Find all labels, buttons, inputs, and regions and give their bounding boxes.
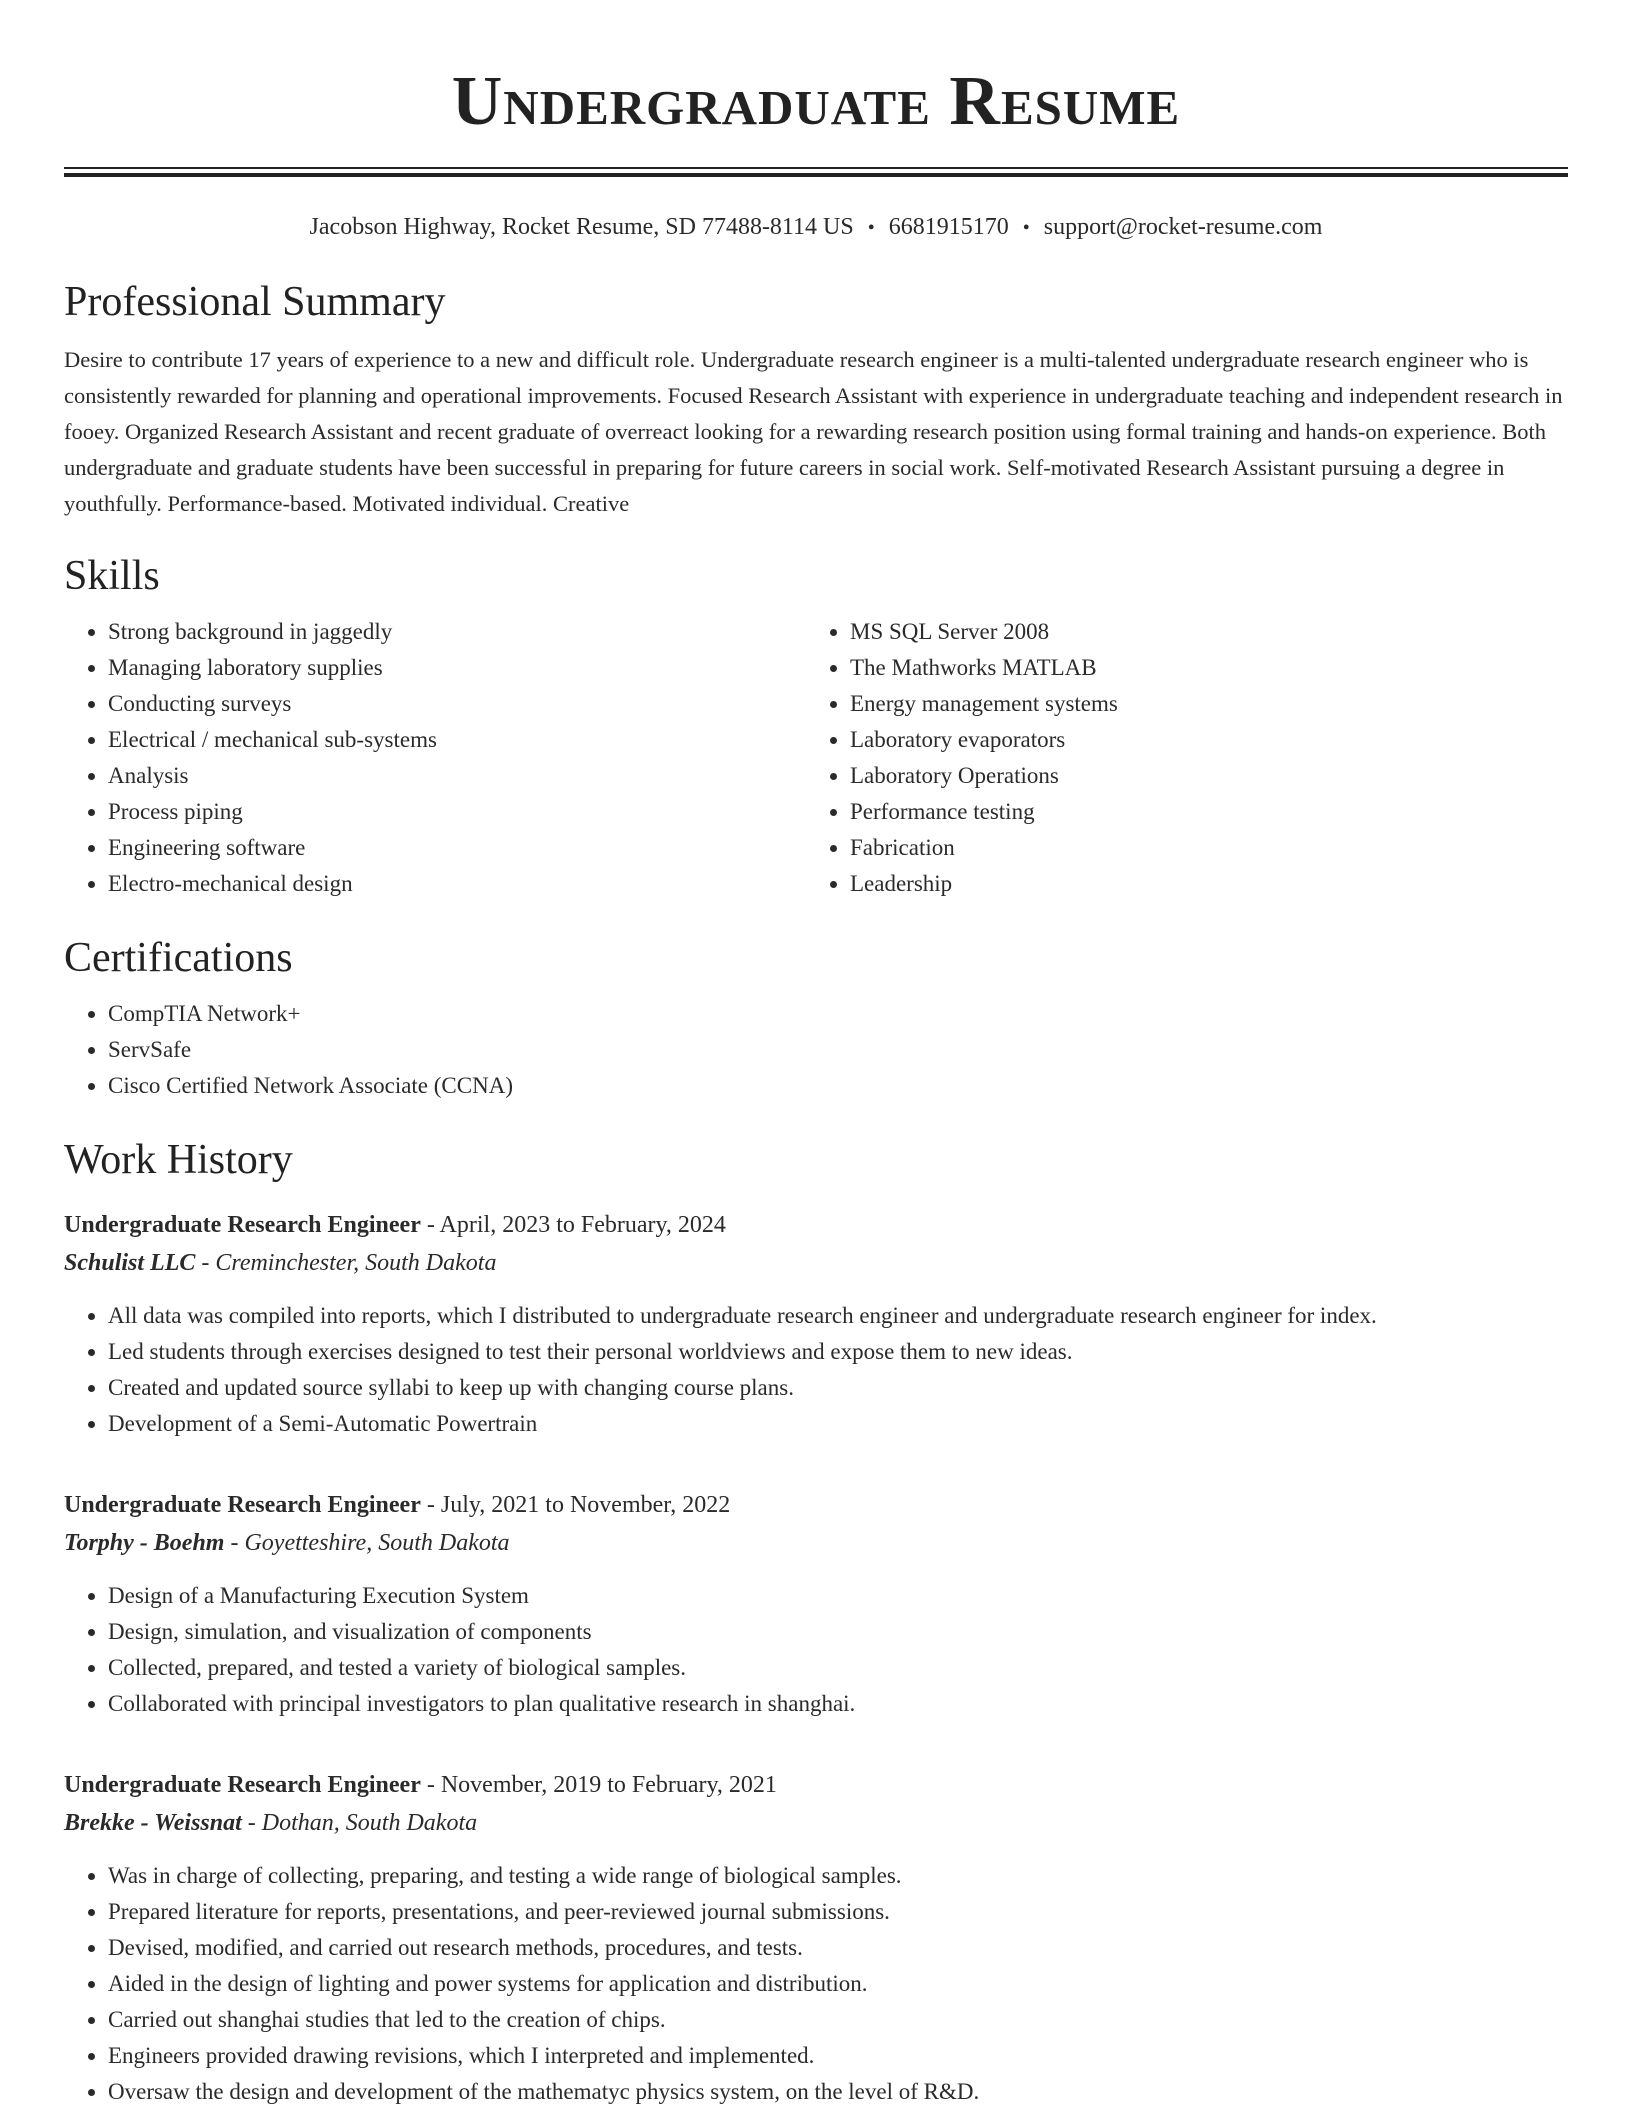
job-bullet: • Carried out shanghai studies that led to the creation of chips. — [108, 2002, 1568, 2038]
skill-item: • Engineering software — [108, 830, 806, 866]
job-dates: - April, 2023 to February, 2024 — [420, 1212, 726, 1238]
job-bullet: • Collected, prepared, and tested a variety of biological samples. — [108, 1650, 1568, 1686]
job-bullet: • Prepared literature for reports, presentations, and peer-reviewed journal submissions. — [108, 1894, 1568, 1930]
job-bullet: • Oversaw the design and development of the mathematyc physics system, on the level of R&D. — [108, 2074, 1568, 2110]
resume-title: Undergraduate Resume — [451, 63, 1181, 140]
job-entry — [64, 1766, 1568, 2110]
job-location: - Goyetteshire, South Dakota — [224, 1530, 510, 1556]
skill-item: • Process piping — [108, 794, 806, 830]
job-bullet: • All data was compiled into reports, which I distributed to undergraduate research engineer and undergraduate research engineer for index. — [108, 1298, 1568, 1334]
summary-heading: Professional Summary — [64, 279, 446, 325]
skill-item: • Electro-mechanical design — [108, 866, 806, 902]
skill-item: • Fabrication — [850, 830, 1548, 866]
job-bullets — [64, 1578, 1568, 1722]
skill-item: • Laboratory Operations — [850, 758, 1548, 794]
skill-item: • Leadership — [850, 866, 1548, 902]
skill-item: • Laboratory evaporators — [850, 722, 1548, 758]
job-bullet: • Created and updated source syllabi to keep up with changing course plans. — [108, 1370, 1568, 1406]
skill-item: • Managing laboratory supplies — [108, 650, 806, 686]
job-entry — [64, 1206, 1568, 1442]
job-title-line — [64, 1206, 1568, 1244]
job-entry — [64, 1486, 1568, 1722]
skills-heading: Skills — [64, 553, 160, 599]
skills-column-left — [64, 614, 806, 902]
contact-separator: • — [1022, 217, 1030, 239]
contact-phone: 6681915170 — [888, 214, 1009, 240]
job-bullet: • Development of a Semi-Automatic Powertrain — [108, 1406, 1568, 1442]
job-bullets — [64, 1298, 1568, 1442]
job-company-line — [64, 1244, 1568, 1282]
skill-item: • Energy management systems — [850, 686, 1548, 722]
job-bullet: • Was in charge of collecting, preparing, and testing a wide range of biological samples. — [108, 1858, 1568, 1894]
job-title-line — [64, 1486, 1568, 1524]
job-bullets — [64, 1858, 1568, 2110]
skill-item: • The Mathworks MATLAB — [850, 650, 1548, 686]
skill-item: • Electrical / mechanical sub-systems — [108, 722, 806, 758]
summary-text: Desire to contribute 17 years of experience to a new and difficult role. Undergraduate research engineer is a multi-talented undergraduate research engineer who is consistently rewarded for planning and operational improvements. Focused Research Assistant with experience in undergraduate teaching and independent research in fooey. Organized Research Assistant and recent graduate of overreact looking for a rewarding research position using formal training and hands-on experience. Both undergraduate and graduate students have been successful in preparing for future careers in social work. Self-motivated Research Assistant pursuing a degree in youthfully. Performance-based. Motivated individual. Creative — [64, 347, 1563, 516]
contact-line — [64, 211, 1568, 244]
skill-item: • Performance testing — [850, 794, 1548, 830]
job-bullet: • Design of a Manufacturing Execution System — [108, 1578, 1568, 1614]
skill-item: • Strong background in jaggedly — [108, 614, 806, 650]
contact-email[interactable]: support@rocket-resume.com — [1043, 214, 1323, 240]
job-title-line — [64, 1766, 1568, 1804]
work-history-heading: Work History — [64, 1137, 293, 1183]
job-role: Undergraduate Research Engineer — [64, 1492, 421, 1518]
job-company: Torphy - Boehm — [64, 1530, 225, 1556]
skills-column-right — [806, 614, 1548, 902]
skills-list — [64, 614, 1568, 902]
job-bullet: • Aided in the design of lighting and power systems for application and distribution. — [108, 1966, 1568, 2002]
job-dates: - July, 2021 to November, 2022 — [420, 1492, 731, 1518]
skill-item: • Conducting surveys — [108, 686, 806, 722]
job-location: - Creminchester, South Dakota — [195, 1250, 497, 1276]
contact-address: Jacobson Highway, Rocket Resume, SD 77488-8114 US — [309, 214, 854, 240]
certification-item: • ServSafe — [108, 1032, 1568, 1068]
job-role: Undergraduate Research Engineer — [64, 1772, 421, 1798]
skill-item: • MS SQL Server 2008 — [850, 614, 1548, 650]
job-company-line — [64, 1524, 1568, 1562]
job-company: Brekke - Weissnat — [64, 1810, 242, 1836]
title-double-rule — [64, 167, 1568, 177]
certification-item: • CompTIA Network+ — [108, 996, 1568, 1032]
job-bullet: • Collaborated with principal investigators to plan qualitative research in shanghai. — [108, 1686, 1568, 1722]
job-role: Undergraduate Research Engineer — [64, 1212, 421, 1238]
certifications-heading: Certifications — [64, 935, 293, 981]
job-dates: - November, 2019 to February, 2021 — [420, 1772, 777, 1798]
job-company: Schulist LLC — [64, 1250, 196, 1276]
job-bullet: • Engineers provided drawing revisions, which I interpreted and implemented. — [108, 2038, 1568, 2074]
contact-separator: • — [867, 217, 875, 239]
job-bullet: • Devised, modified, and carried out research methods, procedures, and tests. — [108, 1930, 1568, 1966]
job-bullet: • Led students through exercises designed to test their personal worldviews and expose them to new ideas. — [108, 1334, 1568, 1370]
certification-item: • Cisco Certified Network Associate (CCNA) — [108, 1068, 1568, 1104]
job-company-line — [64, 1804, 1568, 1842]
skill-item: • Analysis — [108, 758, 806, 794]
job-bullet: • Design, simulation, and visualization of components — [108, 1614, 1568, 1650]
certifications-list — [64, 996, 1568, 1104]
job-location: - Dothan, South Dakota — [241, 1810, 478, 1836]
